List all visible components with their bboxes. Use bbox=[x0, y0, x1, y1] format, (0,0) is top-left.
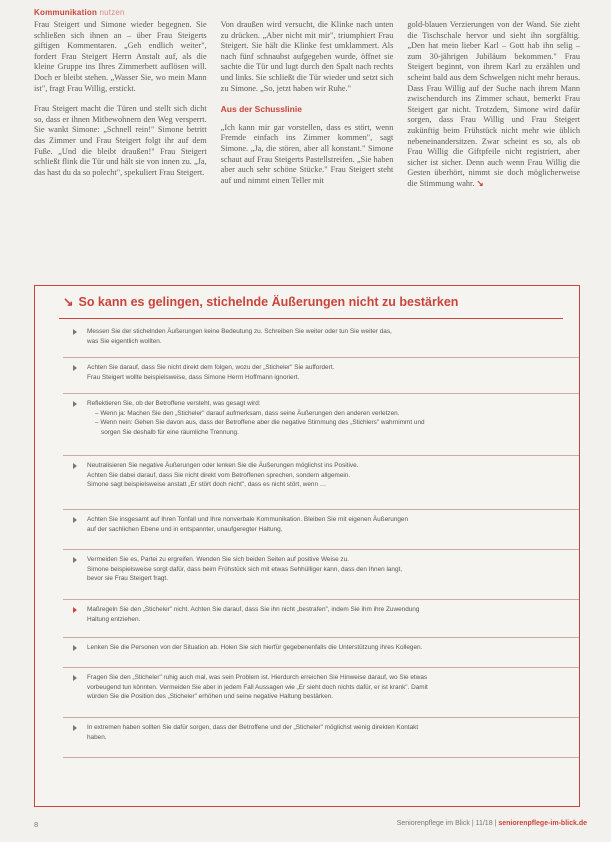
tip-line: Messen Sie der stichelnden Äußerungen keine Bedeutung zu. Schreiben Sie weiter oder tun Sie weiter das, bbox=[87, 328, 392, 335]
article-column-2 bbox=[221, 20, 394, 270]
paragraph: „Ich kann mir gar vorstellen, dass es stört, wenn Fremde einfach ins Zimmer kommen", sagt Simone. „Ja, die stören, aber all konstant." Simone schaut auf Frau Steigerts Pastellstreifen. „Sie haben aber auch sehr schöne Stücke." Frau Steigert steht auf und nimmt einen Teller mit bbox=[220, 122, 394, 185]
tip-line: auf der sachlichen Ebene und in entspannter, unaufgeregter Haltung. bbox=[87, 525, 283, 533]
tip-item bbox=[63, 358, 579, 394]
tip-item bbox=[63, 600, 579, 638]
bullet-triangle-icon bbox=[73, 329, 77, 335]
tip-line: vorbeugend tun könnten. Vermeiden Sie aber in jedem Fall Aussagen wie „Er sieht doch nichts dafür, er ist krank". Damit bbox=[87, 683, 428, 691]
tip-subline: sorgen Sie deshalb für eine räumliche Trennung. bbox=[101, 428, 239, 436]
article-columns bbox=[34, 20, 580, 270]
tip-line: haben. bbox=[87, 733, 107, 741]
tip-line: Fragen Sie den „Sticheler" ruhig auch mal, was sein Problem ist. Hierdurch erreichen Sie Hinweise darauf, wo Sie etwas bbox=[87, 674, 428, 681]
tip-item bbox=[63, 322, 579, 358]
article-column-1 bbox=[34, 20, 207, 270]
publication-name: Seniorenpflege im Blick bbox=[396, 820, 470, 827]
paragraph bbox=[407, 20, 580, 190]
bullet-triangle-icon bbox=[73, 675, 77, 681]
paragraph: Frau Steigert macht die Türen und stellt sich dicht so, dass er ihnen Mitbewohnern den Weg versperrt. Sie wankt Simone: „Schnell rein!" Simone betritt das Zimmer und Frau Steigert folgt ihr auf dem Fuße. „Und die bleibt draußen!" Frau Steigert schließt flink die Tür und hält sie von innen zu. „Ja, das hast du da so polecht", spekuliert Frau Steigert. bbox=[34, 104, 207, 177]
tip-item bbox=[63, 638, 579, 668]
tip-line: Neutralisieren Sie negative Äußerungen oder lenken Sie die Äußerungen möglichst ins Positive. bbox=[87, 462, 359, 469]
tip-line: würden Sie die Position des „Sticheler" erhöhen und seine negative Haltung bestärken. bbox=[87, 693, 333, 701]
tip-line: Simone beispielsweise sorgt dafür, dass beim Frühstück sich mit etwas Sehhülliger kann, dass den Ihnen langt, bbox=[87, 565, 403, 573]
bullet-triangle-icon bbox=[73, 401, 77, 407]
tip-line: In extremen haben sollten Sie dafür sorgen, dass der Betroffene und der „Sticheler" möglichst wenig direkten Kontakt bbox=[87, 724, 419, 731]
rubric-subsection: nutzen bbox=[99, 8, 125, 17]
tip-line: Maßregeln Sie den „Sticheler" nicht. Achten Sie darauf, dass Sie ihn nicht „bestrafen", indem Sie ihm ihre Zuwendung bbox=[87, 606, 420, 613]
footer-separator: | bbox=[471, 820, 476, 827]
page-number: 8 bbox=[34, 820, 39, 829]
arrow-icon: ↘ bbox=[63, 295, 74, 309]
bullet-triangle-icon bbox=[73, 365, 77, 371]
section-rubric bbox=[34, 8, 125, 17]
tip-line: was Sie eigentlich wollten. bbox=[87, 337, 162, 345]
tip-item bbox=[63, 510, 579, 550]
tip-line: Frau Steigert wollte beispielsweise, dass Simone Herrn Hoffmann ignoriert. bbox=[87, 373, 300, 381]
footer-credits bbox=[397, 820, 587, 827]
title-rule bbox=[59, 318, 563, 319]
tips-box-title bbox=[63, 294, 579, 312]
bullet-triangle-icon bbox=[73, 517, 77, 523]
bullet-triangle-icon bbox=[73, 607, 77, 613]
tip-item bbox=[63, 456, 579, 510]
tips-box bbox=[34, 285, 580, 807]
tip-item bbox=[63, 668, 579, 718]
bullet-triangle-icon bbox=[73, 463, 77, 469]
end-mark-icon: ↘ bbox=[476, 178, 484, 188]
issue-number: 11/18 bbox=[475, 820, 493, 827]
tip-item bbox=[63, 718, 579, 758]
rubric-section: Kommunikation bbox=[34, 8, 98, 17]
tips-box-title-text: So kann es gelingen, stichelnde Äußerungen nicht zu bestärken bbox=[78, 295, 459, 309]
paragraph-text: gold-blauen Verzierungen von der Wand. Sie zieht die Tischschale hervor und sieht ihn sorgfältig. „Den hat mein lieber Karl – Gott hab ihn selig – zum 30-jährigen Jubiläum bekommen." Frau Steigert beginnt, von ihrem Karl zu erzählen und scheint bald aus dem Schwelgen nicht mehr heraus. Dass Frau Willig auf der Suche nach ihrem Mann zwischendurch ins Zimmer schaut, bemerkt Frau Steigert gar nicht. Trotzdem, Simone wird dafür sorgen, dass Frau Willig und Frau Steigert zukünftig beim Frühstück nicht mehr wie üblich nebeneinandersitzen. Zwar scheint es so, als ob Frau Willig die Giftpfeile nicht registriert, aber sicher ist sicher. Denn auch wenn Frau Willig die Gesten überhört, nimmt sie doch möglicherweise die Stimmung wahr. bbox=[407, 20, 581, 188]
bullet-triangle-icon bbox=[73, 725, 77, 731]
tip-line: Lenken Sie die Personen von der Situation ab. Holen Sie sich hierfür gegebenenfalls die Unterstützung ihres Kollegen. bbox=[87, 644, 423, 651]
tip-line: Vermeiden Sie es, Partei zu ergreifen. Wenden Sie sich beiden Seiten auf positive Weise zu. bbox=[87, 556, 349, 563]
tip-subline: – Wenn ja: Machen Sie den „Sticheler" darauf aufmerksam, dass seine Äußerungen den anderen verletzen. bbox=[95, 409, 400, 417]
tip-line: Achten Sie darauf, dass Sie nicht direkt dem folgen, wozu der „Sticheler" Sie auffordert. bbox=[87, 364, 335, 371]
bullet-triangle-icon bbox=[73, 557, 77, 563]
tips-list bbox=[63, 322, 579, 758]
tip-line: Haltung entziehen. bbox=[87, 615, 141, 623]
tip-line: Reflektieren Sie, ob der Betroffene versteht, was gesagt wird: bbox=[87, 400, 261, 407]
tip-line: Achten Sie insgesamt auf Ihren Tonfall und Ihre nonverbale Kommunikation. Bleiben Sie mit eigenen Äußerungen bbox=[87, 516, 409, 523]
tip-item bbox=[63, 394, 579, 456]
tip-subline: – Wenn nein: Gehen Sie davon aus, dass der Betroffene aber die negative Stimmung des „Stichlers" wahrnimmt und bbox=[95, 419, 425, 427]
paragraph: Frau Steigert und Simone wieder begegnen. Sie schließen sich ihnen an – über Frau Steigerts giftigen Kommentaren. „Geh endlich weiter", fordert Frau Steigert Herrn Anstalt auf, als die kleine Gruppe ins Ihres Zimmerbett auflösen will. Doch er bleibt stehen. „Wasser Sie, wo mein Mann ist", fragt Frau Willig, erstickt. bbox=[34, 20, 207, 93]
tip-line: Simone sagt beispielsweise anstatt „Er stört doch nicht", dass es nicht stört, wenn … bbox=[87, 481, 327, 489]
website-link[interactable]: seniorenpflege-im-blick.de bbox=[498, 820, 587, 827]
article-column-3 bbox=[407, 20, 580, 270]
paragraph: Von draußen wird versucht, die Klinke nach unten zu drücken. „Aber nicht mit mir", triumphiert Frau Steigert. Sie hält die Klinke fest umklammert. Als nach fünf schnaubst aufgegeben wurde, öffnet sie sachte die Tür und lugt durch den Spalt nach rechts und links. Sie schließt die Tür wieder und setzt sich zu Simone. „So, jetzt haben wir Ruhe." bbox=[220, 20, 394, 93]
tip-line: bevor sie Frau Steigert fragt. bbox=[87, 575, 168, 583]
tip-line: Achten Sie dabei darauf, dass Sie nicht direkt vom Betroffenen sprechen, sondern allgemein. bbox=[87, 471, 351, 479]
tip-item bbox=[63, 550, 579, 600]
footer-separator: | bbox=[494, 820, 499, 827]
bullet-triangle-icon bbox=[73, 645, 77, 651]
subheading: Aus der Schusslinie bbox=[220, 104, 302, 115]
